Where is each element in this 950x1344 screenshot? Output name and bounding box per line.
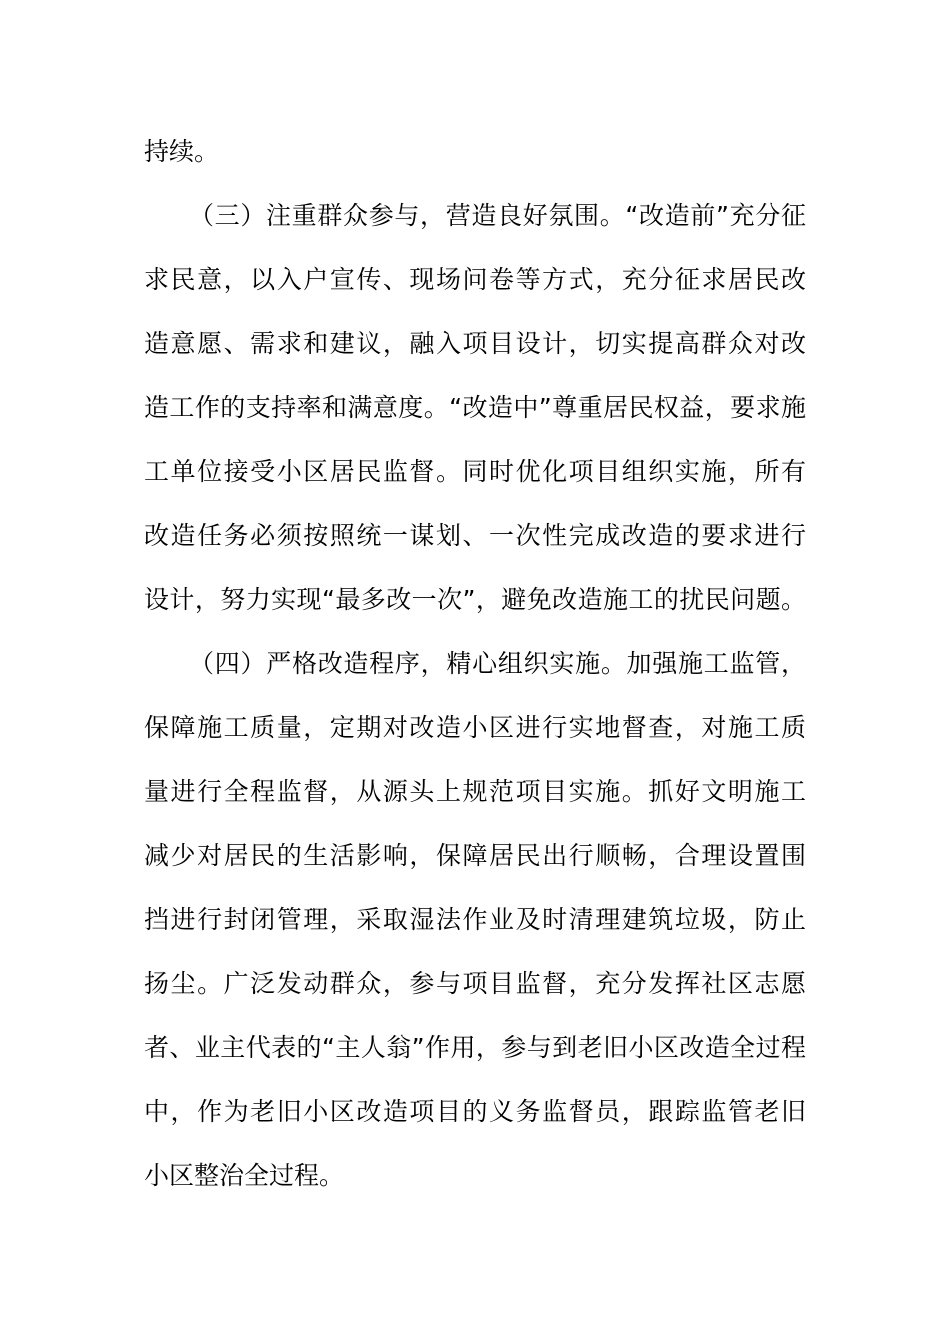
text-line: 扬尘。广泛发动群众，参与项目监督，充分发挥社区志愿 (144, 969, 806, 998)
text-line: 造工作的支持率和满意度。“改造中”尊重居民权益，要求施 (144, 393, 806, 422)
text-line: 小区整治全过程。 (144, 1161, 345, 1190)
text-line: 挡进行封闭管理，采取湿法作业及时清理建筑垃圾，防止 (144, 905, 806, 934)
paragraph-heading-line: （四）严格改造程序，精心组织实施。加强施工监管， (189, 649, 806, 678)
text-line: 工单位接受小区居民监督。同时优化项目组织实施，所有 (144, 457, 806, 486)
text-line: 减少对居民的生活影响，保障居民出行顺畅，合理设置围 (144, 841, 806, 870)
text-line: 中，作为老旧小区改造项目的义务监督员，跟踪监管老旧 (144, 1097, 806, 1126)
text-line: 者、业主代表的“主人翁”作用，参与到老旧小区改造全过程 (144, 1033, 806, 1062)
text-line: 改造任务必须按照统一谋划、一次性完成改造的要求进行 (144, 521, 806, 550)
text-line: 造意愿、需求和建议，融入项目设计，切实提高群众对改 (144, 329, 806, 358)
paragraph-heading-line: （三）注重群众参与，营造良好氛围。“改造前”充分征 (189, 201, 806, 230)
text-line: 持续。 (144, 137, 220, 166)
text-line: 量进行全程监督，从源头上规范项目实施。抓好文明施工 (144, 777, 806, 806)
text-line: 求民意，以入户宣传、现场问卷等方式，充分征求居民改 (144, 265, 806, 294)
text-line: 设计，努力实现“最多改一次”，避免改造施工的扰民问题。 (144, 585, 806, 614)
text-line: 保障施工质量，定期对改造小区进行实地督查，对施工质 (144, 713, 806, 742)
